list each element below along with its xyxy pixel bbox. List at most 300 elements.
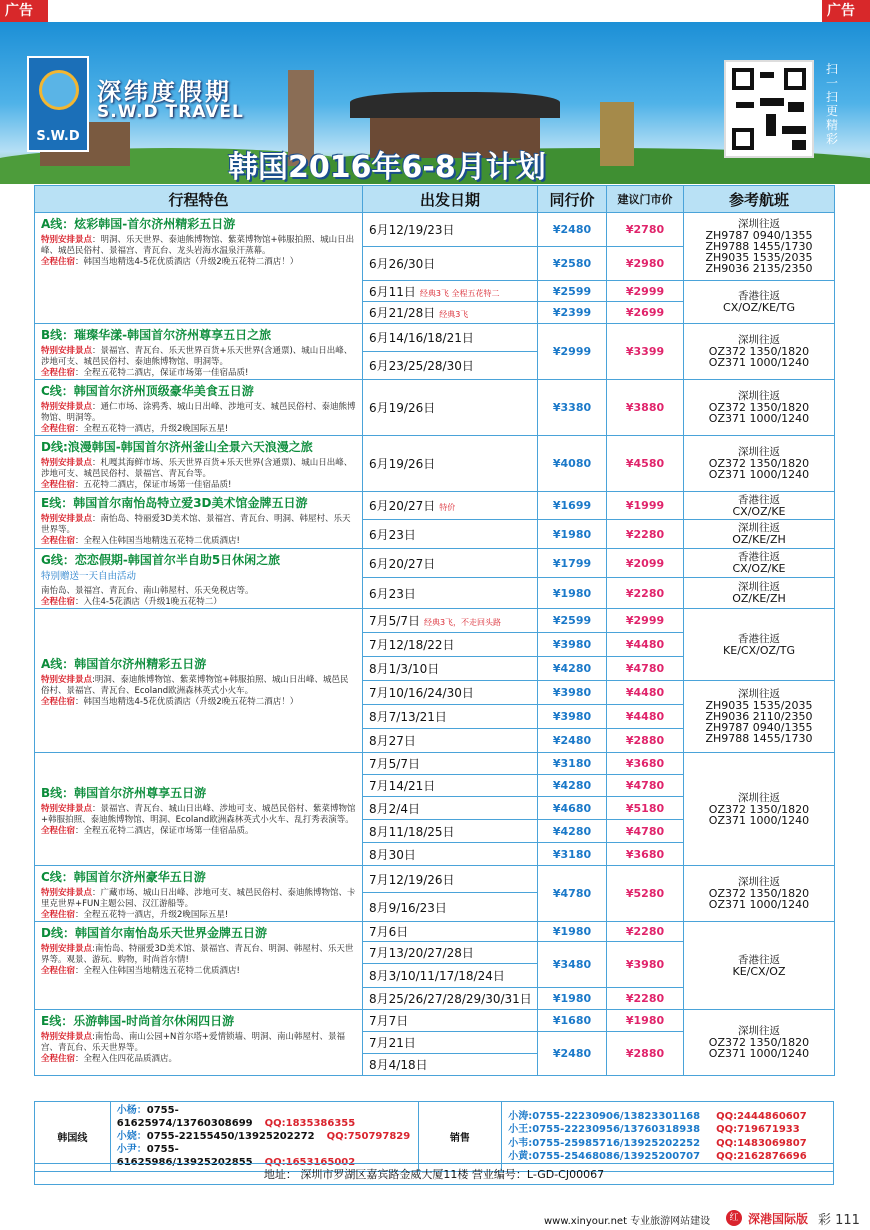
departure-date — [363, 549, 538, 578]
flight-number: OZ371 1000/1240 — [708, 468, 810, 481]
description-text: 南怡岛、景福宫、青瓦台、南山韩屋村、乐天免税店等。 — [41, 586, 254, 596]
hotel-info — [35, 480, 362, 491]
departure-date — [363, 247, 538, 281]
hotel-text: ：全程入住韩国当地精选五花特二优质酒店! — [75, 536, 240, 546]
sales-phone: 0755-22230906/13823301168 — [532, 1110, 701, 1122]
date-text: 8月27日 — [369, 734, 416, 748]
date-text: 6月23日 — [369, 527, 416, 542]
route-cell — [35, 922, 363, 1010]
flight-number: OZ371 1000/1240 — [708, 813, 810, 827]
departure-date — [363, 705, 538, 729]
group-price: ¥2599 — [538, 609, 607, 633]
flight-number: ZH9036 2110/2350 — [705, 710, 813, 723]
group-price: ¥2399 — [538, 302, 607, 324]
departure-date — [363, 866, 538, 893]
retail-price: ¥2999 — [607, 281, 684, 302]
header-feature: 行程特色 — [35, 186, 363, 213]
flight-number: OZ372 1350/1820 — [708, 345, 810, 358]
hotel-info — [35, 966, 362, 977]
route-cell — [35, 324, 363, 380]
retail-price: ¥2880 — [607, 729, 684, 753]
page-title: 韩国2016年6-8月计划 — [228, 150, 546, 184]
flight-route: 香港往返 — [738, 290, 780, 302]
description-text: ：明洞、乐天世界、泰迪熊博物馆、紫菜博物馆+韩服拍照、城山日出峰、城邑民俗村、景福宫、青瓦台、龙头岩海水温泉汗蒸幕。 — [41, 235, 355, 256]
departure-date — [363, 633, 538, 657]
date-text: 6月26/30日 — [369, 257, 436, 271]
contact-name: 小娆： — [116, 1131, 147, 1142]
route-description — [35, 1032, 362, 1054]
route-title: B线：韩国首尔济州尊享五日游 — [41, 785, 207, 800]
palace-roof — [350, 92, 560, 118]
route-title: C线：韩国首尔济州豪华五日游 — [41, 870, 206, 884]
flight-route: 香港往返 — [738, 953, 780, 966]
highlight-label: 特别安排景点 — [41, 346, 93, 356]
departure-date — [363, 281, 538, 302]
group-price: ¥1980 — [538, 578, 607, 609]
description-text: :南怡岛、特丽爱3D美术馆、景福宫、青瓦台、明洞、韩屋村、乐天世界等。观景、游玩、购物，时尚首尔情! — [41, 944, 354, 965]
flight-number: ZH9036 2135/2350 — [705, 262, 813, 275]
route-title: A线：韩国首尔济州精彩五日游 — [41, 657, 207, 671]
route-description — [35, 402, 362, 424]
departure-date — [363, 775, 538, 797]
hotel-info — [35, 910, 362, 921]
flight-number: CX/OZ/KE — [732, 562, 786, 576]
date-text: 7月21日 — [369, 1036, 416, 1050]
retail-price: ¥4480 — [607, 633, 684, 657]
departure-date — [363, 492, 538, 520]
hotel-text: ：全程五花特一酒店，升级2晚国际五星! — [75, 424, 229, 434]
flight-cell — [684, 281, 835, 324]
route-cell — [35, 436, 363, 492]
highlight-label: 特别安排景点 — [41, 888, 93, 898]
date-note: 经典3飞 全程五花特二 — [419, 288, 500, 298]
flight-number: OZ371 1000/1240 — [708, 412, 810, 425]
description-text: ：广藏市场、城山日出峰、涉地可支、城邑民俗村、泰迪熊博物馆、卡里克世界+FUN主题公园、汉江游船等。 — [41, 888, 356, 909]
flight-number: OZ372 1350/1820 — [708, 457, 810, 470]
date-text: 6月23日 — [369, 586, 416, 601]
flight-number: OZ372 1350/1820 — [708, 887, 810, 900]
hotel-label: 全程住宿 — [41, 1054, 76, 1064]
route-description — [35, 675, 362, 697]
flight-cell — [684, 578, 835, 609]
departure-date — [363, 820, 538, 843]
date-text: 6月19/26日 — [369, 457, 436, 471]
date-text: 6月12/19/23日 — [369, 223, 455, 237]
sales-phone: 0755-25985716/13925202252 — [532, 1137, 701, 1149]
contact-qq: QQ:750797829 — [326, 1131, 411, 1142]
group-price: ¥4280 — [538, 775, 607, 797]
flight-number: OZ372 1350/1820 — [708, 802, 810, 816]
header-retail: 建议门市价 — [607, 186, 684, 213]
flight-number: KE/CX/OZ/TG — [723, 643, 795, 657]
route-cell — [35, 380, 363, 436]
sales-qq: QQ:1483069807 — [716, 1137, 807, 1149]
departure-date — [363, 922, 538, 942]
route-cell — [35, 609, 363, 753]
route-cell — [35, 549, 363, 609]
hotel-info — [35, 1054, 362, 1065]
flight-number: OZ371 1000/1240 — [708, 356, 810, 369]
date-note: 特价 — [439, 503, 456, 512]
contact-qq: QQ:1835386355 — [264, 1118, 356, 1129]
sales-line — [508, 1137, 827, 1151]
header-date: 出发日期 — [363, 186, 538, 213]
departure-date — [363, 1010, 538, 1032]
table-row — [35, 922, 835, 942]
flight-number: OZ/KE/ZH — [732, 533, 786, 546]
retail-price: ¥4580 — [607, 436, 684, 492]
retail-price: ¥4780 — [607, 657, 684, 681]
date-text: 7月5/7日 — [369, 614, 420, 628]
flight-number: OZ372 1350/1820 — [708, 1036, 810, 1049]
departure-date — [363, 729, 538, 753]
date-text: 8月25/26/27/28/29/30/31日 — [369, 992, 532, 1006]
sales-line — [508, 1150, 827, 1164]
date-text: 6月23/25/28/30日 — [369, 359, 474, 373]
group-price: ¥2580 — [538, 247, 607, 281]
table-row — [35, 380, 835, 436]
description-text: :明洞、泰迪熊博物馆、紫菜博物馆+韩服拍照、城山日出峰、城邑民俗村、景福宫、青瓦台、Ecoland欧洲森林英式小火车。 — [41, 675, 349, 696]
hotel-label: 全程住宿 — [41, 424, 76, 434]
hotel-info — [35, 536, 362, 547]
hotel-text: ：五花特二酒店，保证市场第一佳宿品质! — [75, 480, 232, 490]
retail-price: ¥2999 — [607, 609, 684, 633]
departure-date — [363, 964, 538, 988]
group-price: ¥2480 — [538, 1032, 607, 1076]
route-cell — [35, 1010, 363, 1076]
hotel-label: 全程住宿 — [41, 480, 76, 490]
sales-name: 小王: — [508, 1124, 533, 1135]
group-price: ¥3980 — [538, 633, 607, 657]
hotel-label: 全程住宿 — [41, 257, 76, 267]
highlight-label: 特别安排景点 — [41, 675, 93, 685]
group-price: ¥3180 — [538, 753, 607, 775]
route-description — [35, 458, 362, 480]
retail-price: ¥4780 — [607, 820, 684, 843]
date-text: 6月20/27日 — [369, 499, 436, 513]
sales-qq: QQ:2162876696 — [716, 1151, 807, 1162]
retail-price: ¥2699 — [607, 302, 684, 324]
date-text: 7月12/19/26日 — [369, 872, 455, 887]
group-price: ¥4280 — [538, 657, 607, 681]
flight-number: ZH9788 1455/1730 — [705, 240, 813, 253]
retail-price: ¥2280 — [607, 988, 684, 1010]
highlight-label: 特别安排景点 — [41, 944, 93, 954]
sales-name: 小韦: — [508, 1137, 533, 1149]
retail-price: ¥3680 — [607, 753, 684, 775]
group-price: ¥2599 — [538, 281, 607, 302]
ad-label-left: 广告 — [0, 0, 48, 22]
contact-phone: 0755-61625986/13925202855 — [116, 1144, 253, 1168]
flight-cell — [684, 753, 835, 866]
date-text: 7月5/7日 — [369, 757, 420, 771]
contact-phone: 0755-61625974/13760308699 — [116, 1105, 253, 1129]
route-description — [35, 804, 362, 826]
contact-line — [117, 1130, 412, 1143]
flight-number: CX/OZ/KE/TG — [723, 301, 795, 314]
flight-cell — [684, 922, 835, 1010]
table-row — [35, 213, 835, 247]
date-text: 7月7日 — [369, 1014, 409, 1028]
route-cell — [35, 492, 363, 549]
departure-date — [363, 436, 538, 492]
flight-route: 香港往返 — [738, 632, 780, 645]
date-text: 6月20/27日 — [369, 556, 436, 571]
contact-line — [117, 1104, 412, 1130]
flight-cell — [684, 549, 835, 578]
date-text: 7月14/21日 — [369, 779, 436, 793]
retail-price: ¥2099 — [607, 549, 684, 578]
retail-price: ¥2280 — [607, 922, 684, 942]
hotel-text: ：全程五花特二酒店，保证市场第一佳宿品质。 — [75, 825, 254, 836]
group-price: ¥2999 — [538, 324, 607, 380]
page-footer — [0, 1206, 870, 1230]
sales-phone: 0755-25468086/13925200707 — [532, 1151, 701, 1162]
route-title: G线：恋恋假期-韩国首尔半自助5日休闲之旅 — [41, 553, 281, 567]
flight-route: 深圳往返 — [738, 446, 780, 458]
flight-number: ZH9035 1535/2035 — [705, 251, 813, 264]
sales-name: 小黄: — [508, 1151, 533, 1162]
table-row — [35, 1010, 835, 1032]
flight-route: 深圳往返 — [738, 1025, 780, 1037]
departure-date — [363, 942, 538, 964]
brand-logo — [27, 56, 89, 152]
date-text: 6月11日 — [369, 284, 416, 299]
statue-image — [600, 102, 634, 166]
departure-date — [363, 657, 538, 681]
qr-code-icon — [724, 60, 814, 158]
departure-date — [363, 380, 538, 436]
table-row — [35, 549, 835, 578]
flight-cell — [684, 213, 835, 281]
hotel-info — [35, 424, 362, 435]
table-row — [35, 436, 835, 492]
retail-price: ¥2780 — [607, 213, 684, 247]
highlight-label: 特别安排景点 — [41, 235, 93, 245]
date-note: 经典3飞 — [439, 310, 469, 319]
contact-name: 小杨： — [116, 1105, 147, 1116]
flight-cell — [684, 520, 835, 549]
flight-number: CX/OZ/KE — [732, 504, 786, 518]
globe-icon — [39, 70, 79, 110]
group-price: ¥3480 — [538, 942, 607, 988]
departure-date — [363, 352, 538, 380]
route-title: D线:浪漫韩国-韩国首尔济州釜山全景六天浪漫之旅 — [41, 440, 313, 454]
highlight-label: 特别安排景点 — [41, 402, 93, 412]
departure-date — [363, 753, 538, 775]
flight-route: 深圳往返 — [738, 581, 780, 594]
sales-line — [508, 1110, 827, 1124]
table-row — [35, 609, 835, 633]
route-description — [35, 235, 362, 257]
retail-price: ¥3980 — [607, 942, 684, 988]
date-text: 6月21/28日 — [369, 306, 436, 320]
sales-line — [508, 1123, 827, 1137]
flight-number: ZH9787 0940/1355 — [705, 229, 813, 242]
brand-name-cn: 深纬度假期 — [97, 78, 232, 106]
group-price: ¥2480 — [538, 213, 607, 247]
route-cell — [35, 213, 363, 324]
brand-name-en: S.W.D TRAVEL — [97, 102, 244, 122]
retail-price: ¥2280 — [607, 520, 684, 549]
hotel-info — [35, 597, 362, 608]
flight-cell — [684, 436, 835, 492]
flight-route: 深圳往返 — [738, 218, 780, 230]
date-text: 8月2/4日 — [369, 801, 420, 816]
hotel-text: ：韩国当地精选4-5花优质酒店（升级2晚五花特二酒店！） — [75, 257, 299, 267]
date-text: 8月9/16/23日 — [369, 900, 447, 915]
route-description — [35, 514, 362, 536]
highlight-label: 特别安排景点 — [41, 1032, 93, 1042]
route-title: E线：韩国首尔南怡岛特立爱3D美术馆金牌五日游 — [41, 496, 308, 510]
header-flight: 参考航班 — [684, 186, 835, 213]
hotel-info — [35, 697, 362, 708]
logo-text: S.W.D — [36, 129, 80, 144]
route-cell — [35, 866, 363, 922]
header-banner — [0, 22, 870, 184]
departure-date — [363, 1054, 538, 1076]
group-price: ¥1799 — [538, 549, 607, 578]
retail-price: ¥3680 — [607, 843, 684, 866]
departure-date — [363, 324, 538, 352]
retail-price: ¥2280 — [607, 578, 684, 609]
qr-caption: 扫一扫更精彩 — [826, 62, 839, 146]
date-text: 7月10/16/24/30日 — [369, 686, 474, 700]
flight-cell — [684, 1010, 835, 1076]
header-price: 同行价 — [538, 186, 607, 213]
departure-date — [363, 988, 538, 1010]
hotel-label: 全程住宿 — [41, 536, 76, 546]
group-price: ¥3980 — [538, 681, 607, 705]
group-price: ¥4780 — [538, 866, 607, 922]
retail-price: ¥3880 — [607, 380, 684, 436]
date-text: 8月11/18/25日 — [369, 824, 455, 839]
departure-date — [363, 578, 538, 609]
page-number: 彩 111 — [818, 1213, 860, 1228]
korea-line-label: 韩国线 — [35, 1102, 111, 1172]
retail-price: ¥4480 — [607, 705, 684, 729]
hotel-info — [35, 368, 362, 379]
description-text: ：通仁市场、涂鸦秀、城山日出峰、涉地可支、城邑民俗村、泰迪熊博物馆、明洞等。 — [41, 402, 356, 423]
sales-phone: 0755-22230956/13760318938 — [532, 1124, 701, 1135]
itinerary-table — [34, 185, 835, 1076]
hotel-label: 全程住宿 — [41, 910, 76, 920]
contact-phone: 0755-22155450/13925202272 — [146, 1131, 315, 1142]
contact-name: 小尹： — [116, 1144, 147, 1155]
hotel-text: ：韩国当地精选4-5花优质酒店（升级2晚五花特二酒店！） — [75, 697, 299, 707]
date-text: 8月4/18日 — [369, 1058, 428, 1072]
sales-contacts — [502, 1102, 834, 1172]
sales-qq: QQ:2444860607 — [716, 1110, 807, 1122]
highlight-label: 特别安排景点 — [41, 514, 93, 524]
flight-route: 深圳往返 — [738, 688, 780, 700]
highlight-label: 特别安排景点 — [41, 803, 93, 814]
retail-price: ¥5280 — [607, 866, 684, 922]
hotel-text: ：全程五花特二酒店，保证市场第一佳宿品质! — [75, 368, 249, 378]
group-price: ¥2480 — [538, 729, 607, 753]
route-title: E线：乐游韩国-时尚首尔休闲四日游 — [41, 1014, 235, 1028]
flight-number: KE/CX/OZ — [732, 964, 786, 978]
description-text: ：景福宫、青瓦台、城山日出峰、涉地可支、城邑民俗村、紫菜博物馆+韩服拍照、泰迪熊博物馆、明洞、Ecoland欧洲森林英式小火车、乱打秀表演等。 — [41, 803, 356, 825]
hotel-text: ：全程入住四花品质酒店。 — [75, 1054, 178, 1064]
description-text: :南怡岛、南山公园+N首尔塔+爱情锁墙、明洞、南山韩屋村、景福宫、青瓦台、乐天世界等。 — [41, 1032, 345, 1053]
flight-number: OZ371 1000/1240 — [708, 898, 810, 911]
date-text: 7月13/20/27/28日 — [369, 946, 474, 960]
ad-label-right: 广告 — [822, 0, 870, 22]
date-text: 8月1/3/10日 — [369, 662, 440, 676]
table-row — [35, 866, 835, 893]
departure-date — [363, 213, 538, 247]
date-text: 7月12/18/22日 — [369, 638, 455, 652]
contact-qq: QQ:1653165002 — [264, 1157, 356, 1168]
flight-number: ZH9035 1535/2035 — [705, 699, 813, 712]
description-text: ：景福宫、青瓦台、乐天世界百货+乐天世界(含通票)、城山日出峰、涉地可支、城邑民俗村、泰迪熊博物馆、明洞等。 — [41, 346, 353, 367]
description-text: ：南怡岛、特丽爱3D美术馆、景福宫、青瓦台、明洞、韩屋村、乐天世界等。 — [41, 514, 351, 535]
flight-cell — [684, 492, 835, 520]
route-description — [35, 586, 362, 597]
departure-date — [363, 609, 538, 633]
hotel-label: 全程住宿 — [41, 825, 76, 836]
date-text: 8月30日 — [369, 847, 416, 862]
hotel-text: ：全程入住韩国当地精选五花特二优质酒店! — [75, 966, 240, 976]
date-text: 8月3/10/11/17/18/24日 — [369, 969, 505, 983]
hotel-label: 全程住宿 — [41, 697, 76, 707]
retail-price: ¥1999 — [607, 492, 684, 520]
flight-cell — [684, 681, 835, 753]
flight-cell — [684, 380, 835, 436]
group-price: ¥1699 — [538, 492, 607, 520]
route-subtitle: 特别赠送一天自由活动 — [41, 571, 137, 582]
route-description — [35, 888, 362, 910]
flight-number: OZ371 1000/1240 — [708, 1047, 810, 1060]
date-text: 7月6日 — [369, 925, 409, 939]
date-note: 经典3飞，不走回头路 — [423, 618, 502, 627]
flight-route: 深圳往返 — [738, 876, 780, 888]
route-description — [35, 944, 362, 966]
highlight-label: 特别安排景点 — [41, 458, 93, 468]
flight-number: ZH9787 0940/1355 — [705, 721, 813, 734]
route-title: D线：韩国首尔南怡岛乐天世界金牌五日游 — [41, 926, 267, 940]
hotel-label: 全程住宿 — [41, 368, 76, 378]
group-price: ¥4280 — [538, 820, 607, 843]
hotel-info — [35, 826, 362, 837]
flight-number: OZ/KE/ZH — [732, 592, 786, 606]
retail-price: ¥3399 — [607, 324, 684, 380]
flight-route: 深圳往返 — [738, 791, 780, 804]
sales-label: 销售 — [418, 1102, 502, 1172]
route-title: A线：炫彩韩国-首尔济州精彩五日游 — [41, 217, 236, 231]
hotel-label: 全程住宿 — [41, 966, 76, 976]
flight-number: ZH9788 1455/1730 — [705, 732, 813, 745]
retail-price: ¥4780 — [607, 775, 684, 797]
sales-qq: QQ:719671933 — [716, 1124, 800, 1135]
contact-table — [34, 1101, 834, 1172]
flight-route: 深圳往返 — [738, 522, 780, 534]
flight-cell — [684, 866, 835, 922]
flight-cell — [684, 609, 835, 681]
group-price: ¥3180 — [538, 843, 607, 866]
hotel-text: ：入住4-5花酒店（升级1晚五花特二） — [75, 597, 222, 607]
date-text: 6月14/16/18/21日 — [369, 331, 474, 345]
table-row — [35, 324, 835, 352]
group-price: ¥4680 — [538, 797, 607, 820]
date-text: 8月7/13/21日 — [369, 710, 447, 724]
retail-price: ¥5180 — [607, 797, 684, 820]
description-text: ：札嘎其海鲜市场、乐天世界百货+乐天世界(含通票)、城山日出峰、涉地可支、城邑民俗村、景福宫、青瓦台等。 — [41, 458, 353, 479]
group-price: ¥1980 — [538, 988, 607, 1010]
flight-route: 深圳往返 — [738, 334, 780, 346]
group-price: ¥1680 — [538, 1010, 607, 1032]
